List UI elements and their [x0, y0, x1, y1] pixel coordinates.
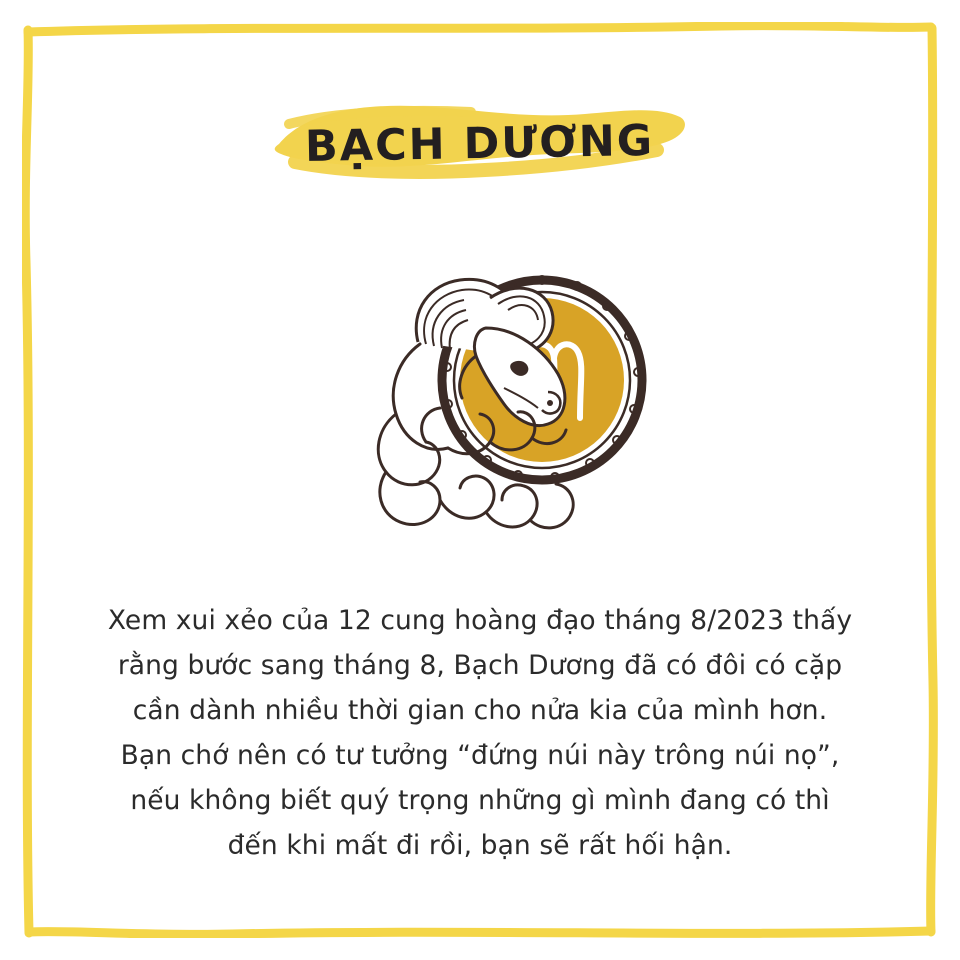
paragraph-line: nếu không biết quý trọng những gì mình đang có thì	[130, 785, 830, 816]
paragraph-line: rằng bước sang tháng 8, Bạch Dương đã có đôi có cặp	[117, 650, 843, 681]
aries-illustration	[290, 232, 670, 542]
paragraph-line: cần dành nhiều thời gian cho nửa kia của mình hơn.	[132, 695, 828, 726]
title-block	[0, 86, 960, 196]
paragraph-line: đến khi mất đi rồi, bạn sẽ rất hối hận.	[227, 830, 733, 861]
paragraph-line: Xem xui xẻo của 12 cung hoàng đạo tháng 8/2023 thấy	[107, 605, 853, 636]
paragraph-line: Bạn chớ nên có tư tưởng “đứng núi này trông núi nọ”,	[120, 740, 840, 771]
page-title: BẠCH DƯƠNG	[305, 115, 655, 173]
horoscope-paragraph	[70, 598, 890, 868]
